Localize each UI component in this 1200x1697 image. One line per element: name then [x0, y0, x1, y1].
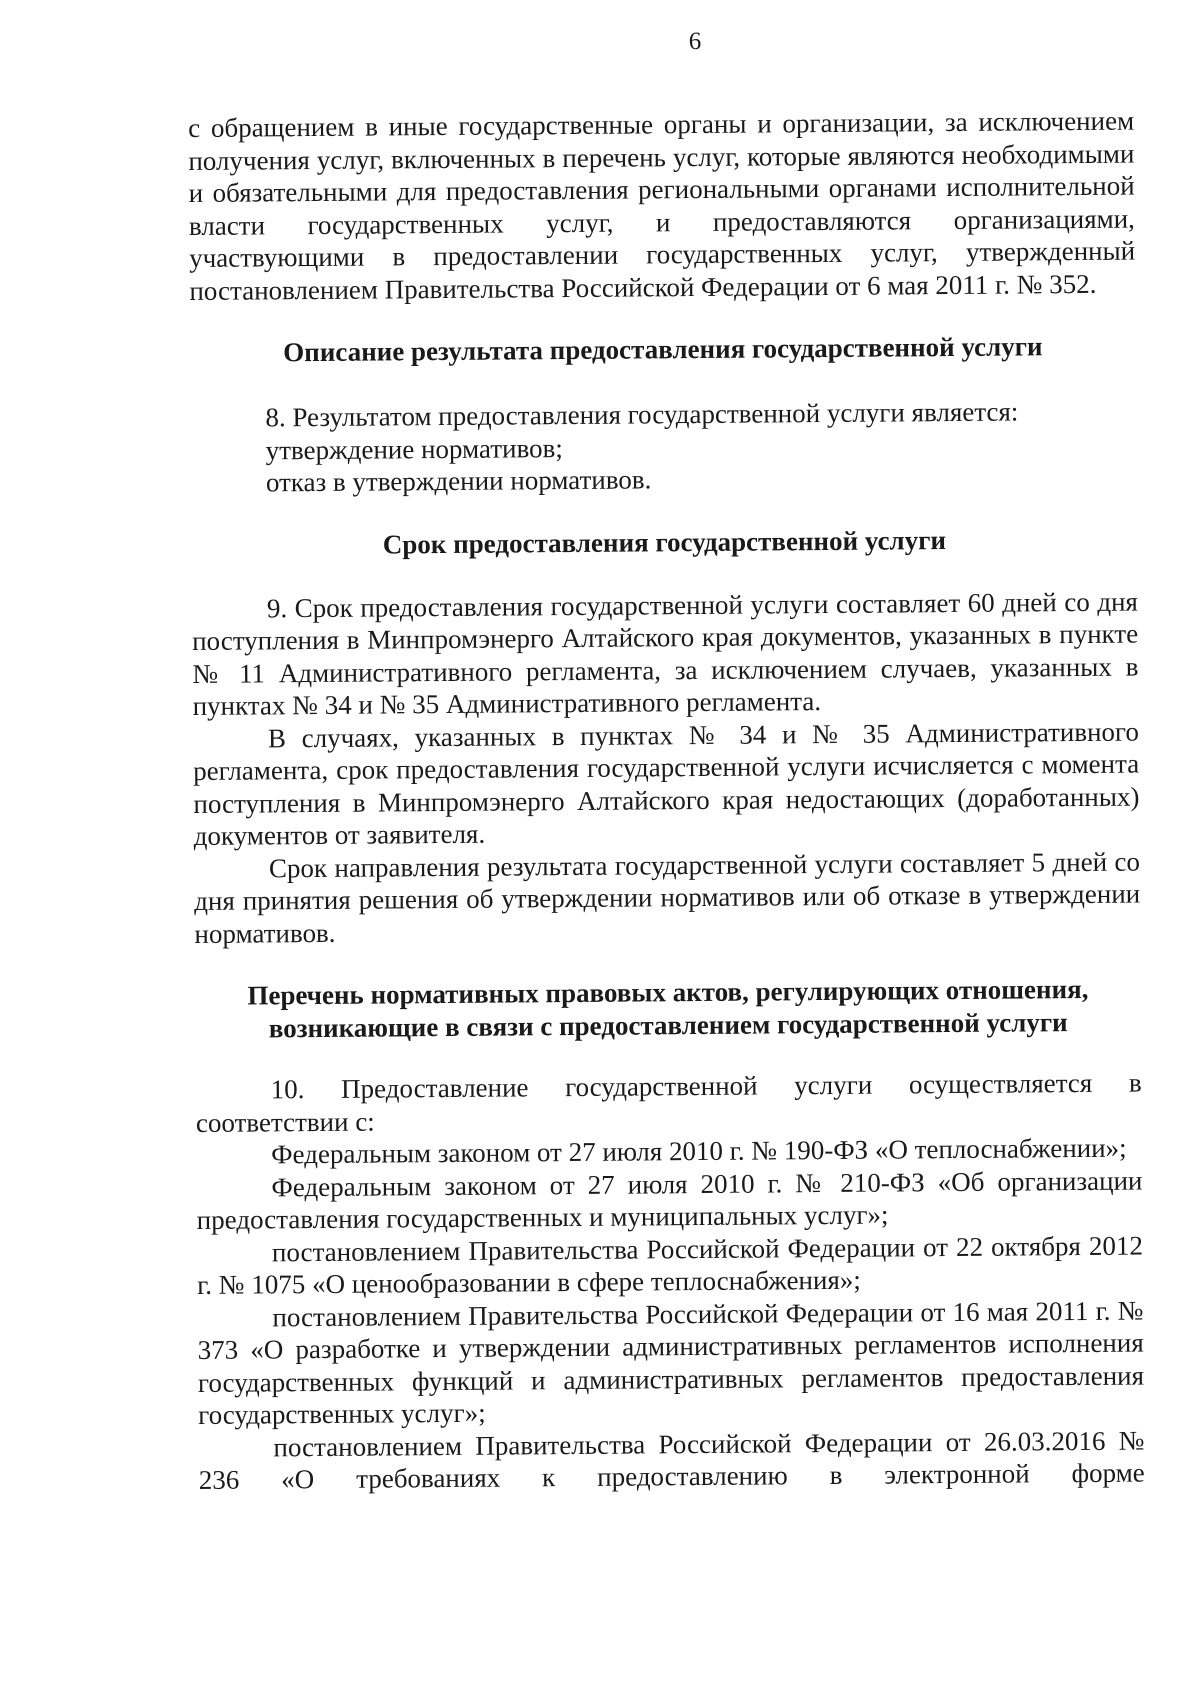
paragraph-9: 9. Срок предоставления государственной услуги составляет 60 дней со дня поступления в Минпромэнерго Алтайского края документов, указанных в пункте № 11 Административного регламента, за исключением случаев, указанных в пунктах № 34 и № 35 Административного регламента.	[192, 586, 1139, 721]
act-236: постановлением Правительства Российской Федерации от 26.03.2016 № 236 «О требованиях к предоставлению в электронной форме	[198, 1425, 1145, 1495]
act-210-fz: Федеральным законом от 27 июля 2010 г. № 210-ФЗ «Об организации предоставления государственных и муниципальных услуг»;	[196, 1165, 1143, 1235]
section-heading-acts-line1: Перечень нормативных правовых актов, регулирующих отношения,	[247, 973, 1089, 1011]
paragraph-9-cases: В случаях, указанных в пунктах № 34 и № 35 Административного регламента, срок предоставления государственной услуги исчисляется с момента поступления в Минпромэнерго Алтайского края недостающих (доработанных) документов от заявителя.	[193, 716, 1140, 851]
section-heading-acts-line2: возникающие в связи с предоставлением государственной услуги	[268, 1007, 1068, 1044]
page-number: 6	[688, 28, 702, 55]
act-1075: постановлением Правительства Российской Федерации от 22 октября 2012 г. № 1075 «О ценообразовании в сфере теплоснабжения»;	[197, 1230, 1144, 1300]
result-item-approval: утверждение нормативов;	[265, 432, 563, 465]
section-heading-result: Описание результата предоставления государственной услуги	[283, 331, 1043, 368]
intro-paragraph: с обращением в иные государственные органы и организации, за исключением получения услуг, включенных в перечень услуг, которые являются необходимыми и обязательными для предоставления региональными органами исполнительной власти государственных услуг, и предоставляются организациями, участвующими в предоставлении государственных услуг, утвержденный постановлением Правительства Российской Федерации от 6 мая 2011 г. № 352.	[188, 105, 1136, 306]
paragraph-8: 8. Результатом предоставления государственной услуги является:	[265, 396, 1019, 433]
act-190-fz: Федеральным законом от 27 июля 2010 г. № 190-ФЗ «О теплоснабжении»;	[271, 1132, 1127, 1170]
paragraph-9-result-term: Срок направления результата государственной услуги составляет 5 дней со дня принятия решения об утверждении нормативов или об отказе в утверждении нормативов.	[194, 846, 1141, 949]
paragraph-10: 10. Предоставление государственной услуги осуществляется в соответствии с:	[195, 1067, 1142, 1138]
act-373: постановлением Правительства Российской Федерации от 16 мая 2011 г. № 373 «О разработке и утверждении административных регламентов исполнения государственных функций и административных регламентов предоставления государственных услуг»;	[197, 1295, 1145, 1430]
result-item-refusal: отказ в утверждении нормативов.	[265, 464, 652, 498]
section-heading-term: Срок предоставления государственной услуги	[382, 524, 947, 559]
document-body	[188, 105, 1145, 1497]
section-heading-acts	[195, 973, 1141, 1046]
